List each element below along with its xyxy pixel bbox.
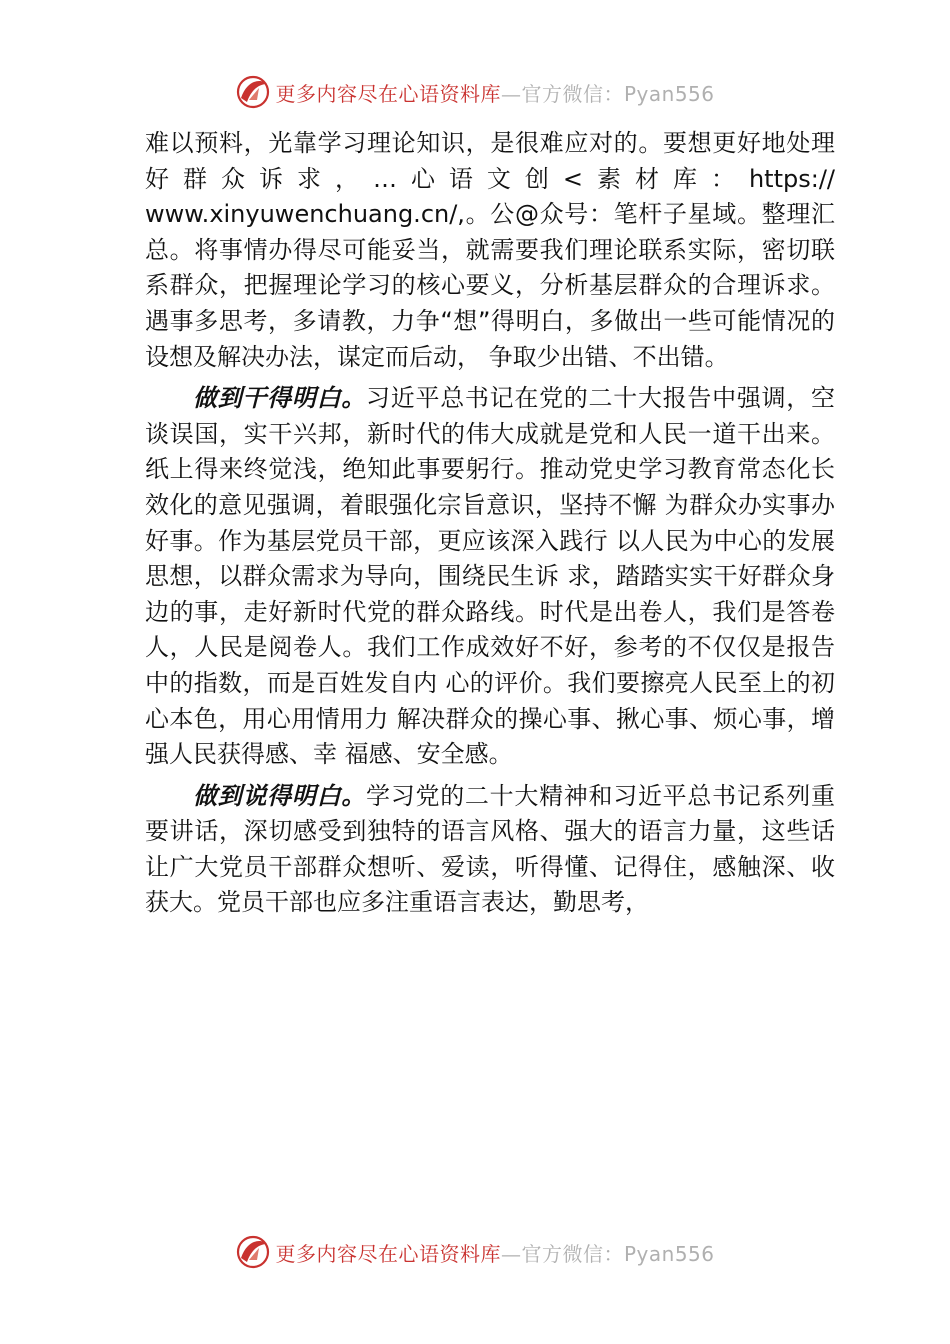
paragraph-2-heading: 做到干得明白。 (193, 384, 367, 413)
watermark-dash: —官方微信： (500, 1241, 624, 1266)
brand-logo-icon (235, 1234, 271, 1270)
footer-watermark (0, 1232, 950, 1272)
paragraph-3 (145, 779, 835, 921)
footer-watermark-text (275, 1238, 714, 1267)
document-body (145, 126, 835, 921)
watermark-id: Pyan556 (623, 81, 715, 106)
watermark-id: Pyan556 (623, 1241, 715, 1266)
paragraph-3-text: 学习党的二十大精神和习近平总书记系列重要讲话，深切感受到独特的语言风格、强大的语言力量，这些话让广大党员干部群众想听、爱读，听得懂、记得住，感触深、收获大。党员干部也应多注重语言表达，勤思考， (145, 781, 836, 917)
header-watermark (0, 72, 950, 112)
paragraph-1 (145, 126, 835, 375)
paragraph-1-text: 难以预料，光靠学习理论知识，是很难应对的。要想更好地处理好群众诉求，…心语文创<素材库：https:// www.xinyuwenchuang.cn/,。公@众号：笔杆子星域。整理汇总。将事情办得尽可能妥当，就需要我们理论联系实际，密切联系群众，把握理论学习的核心要义，分析基层群众的合理诉求。遇事多思考，多请教，力争“想”得明白，多做出一些可能情况的设想及解决办法，谋定而后动， 争取少出错、不出错。 (145, 129, 835, 371)
watermark-main: 更多内容尽在心语资料库 (275, 1241, 501, 1266)
watermark-dash: —官方微信： (500, 81, 624, 106)
paragraph-2-text: 习近平总书记在党的二十大报告中强调，空谈误国，实干兴邦，新时代的伟大成就是党和人民一道干出来。纸上得来终觉浅，绝知此事要躬行。推动党史学习教育常态化长效化的意见强调，着眼强化宗旨意识，坚持不懈 为群众办实事办好事。作为基层党员干部，更应该深入践行 以人民为中心的发展思想，以群众需求为导向，围绕民生诉 求，踏踏实实干好群众身边的事，走好新时代党的群众路线。时代是出卷人，我们是答卷人，人民是阅卷人。我们工作成效好不好，参考的不仅仅是报告中的指数，而是百姓发自内 心的评价。我们要擦亮人民至上的初心本色，用心用情用力 解决群众的操心事、揪心事、烦心事，增强人民获得感、幸 福感、安全感。 (145, 384, 836, 769)
paragraph-3-heading: 做到说得明白。 (193, 781, 367, 810)
header-watermark-text (275, 78, 714, 107)
brand-logo-icon (235, 74, 271, 110)
paragraph-2 (145, 381, 835, 773)
watermark-main: 更多内容尽在心语资料库 (275, 81, 501, 106)
